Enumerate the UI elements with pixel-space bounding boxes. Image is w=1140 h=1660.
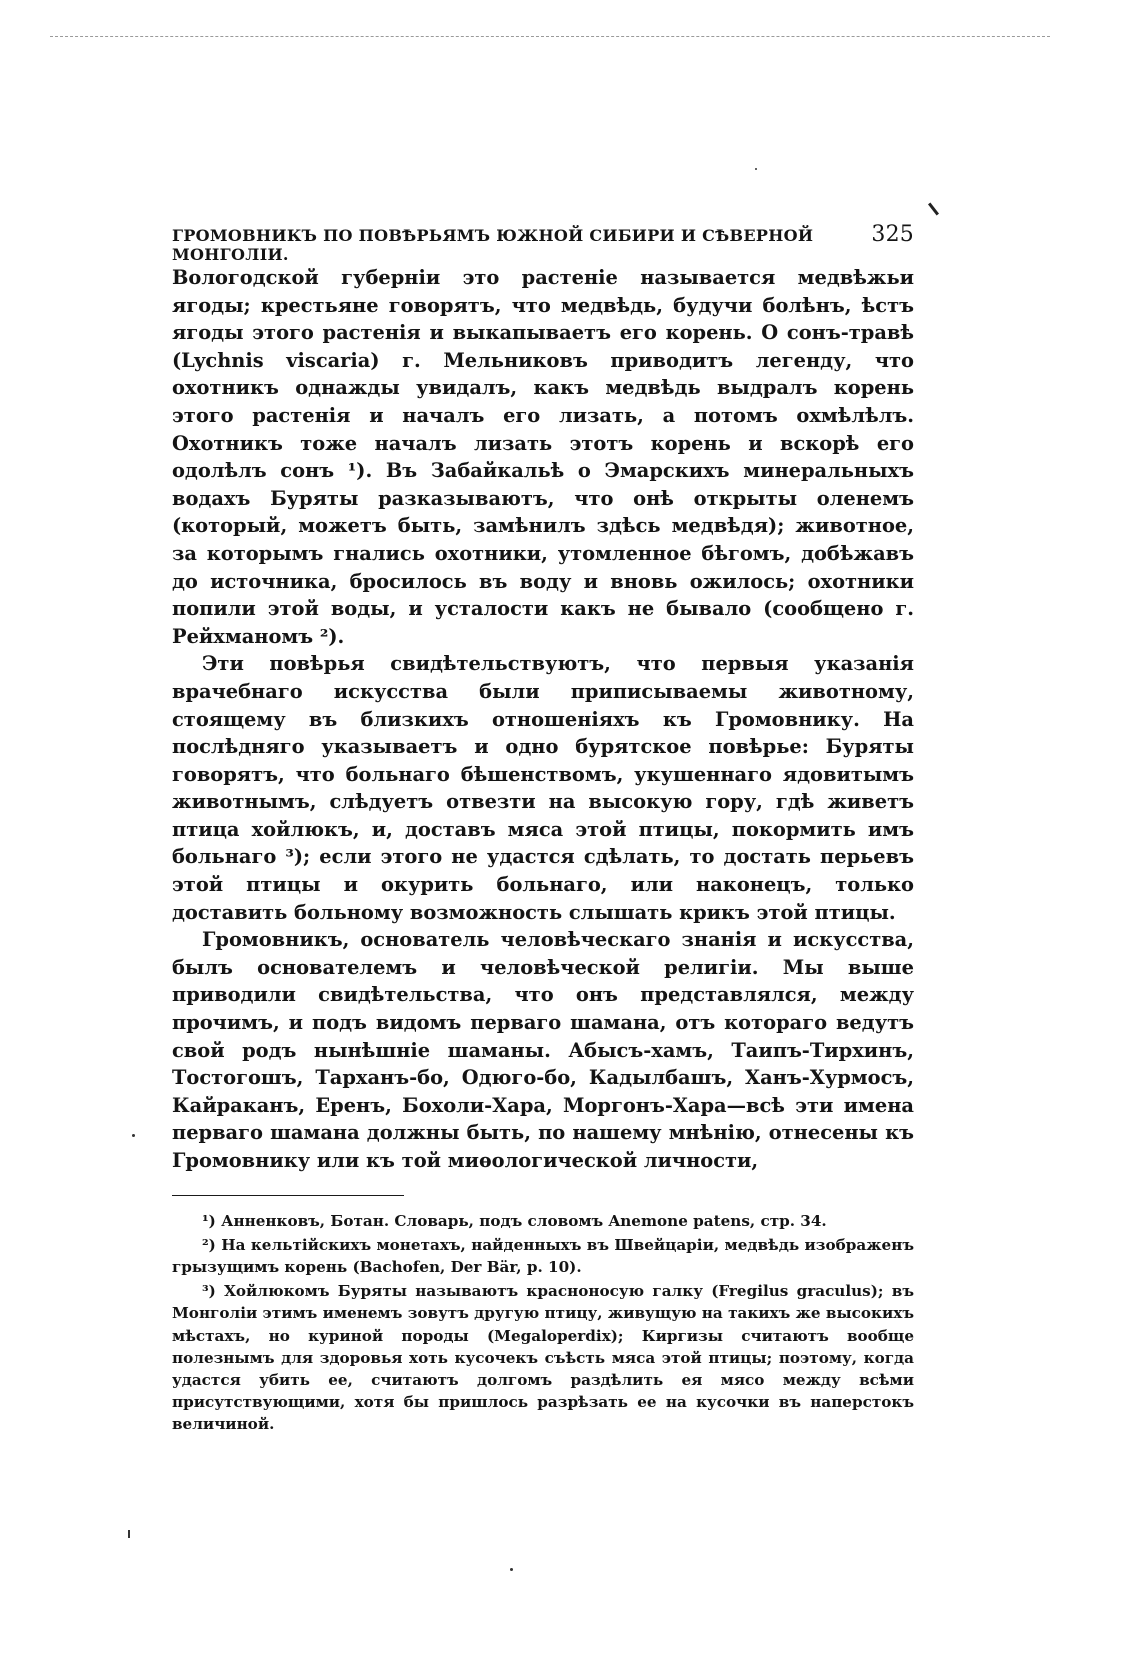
running-head [172, 222, 914, 264]
scan-speck [510, 1568, 513, 1571]
footnotes [172, 1210, 914, 1436]
footnote-divider [172, 1195, 404, 1196]
scan-speck [132, 1134, 135, 1137]
footnote-2: ²) На кельтійскихъ монетахъ, найденныхъ въ Швейцаріи, медвѣдь изображенъ грызущимъ корень (Bachofen, Der Bär, p. 10). [172, 1235, 914, 1276]
footnote-3: ³) Хойлюкомъ Буряты называютъ красноносую галку (Fregilus graculus); въ Монголіи этимъ именемъ зовутъ другую птицу, живущую на такихъ же высокихъ мѣстахъ, но куриной породы (Megaloperdix); Киргизы считаютъ вообще полезнымъ для здоровья хоть кусочекъ съѣсть мяса этой птицы; поэтому, когда удастся убить ее, считаютъ долгомъ раздѣлить ея мясо между всѣми присутствующими, хотя бы пришлось разрѣзать ее на кусочки въ наперстокъ величиной. [172, 1282, 914, 1434]
paragraph-1: Вологодской губерніи это растеніе называется медвѣжьи ягоды; крестьяне говорятъ, что медвѣдь, будучи болѣнъ, ѣстъ ягоды этого растенія и выкапываетъ его корень. О сонъ-травѣ (Lychnis viscaria) г. Мельниковъ приводитъ легенду, что охотникъ однажды увидалъ, какъ медвѣдь выдралъ корень этого растенія и началъ его лизать, а потомъ охмѣлѣлъ. Охотникъ тоже началъ лизать этотъ корень и вскорѣ его одолѣлъ сонъ ¹). Въ Забайкальѣ о Эмарскихъ минеральныхъ водахъ Буряты разказываютъ, что онѣ открыты оленемъ (который, можетъ быть, замѣнилъ здѣсь медвѣдя); животное, за которымъ гнались охотники, утомленное бѣгомъ, добѣжавъ до источника, бросилось въ воду и вновь ожилось; охотники попили этой воды, и усталости какъ не бывало (сообщено г. Рейхманомъ ²). [172, 266, 914, 648]
page-number: 325 [871, 222, 914, 247]
scan-speck [128, 1530, 130, 1538]
running-head-title: ГРОМОВНИКЪ ПО ПОВѢРЬЯМЪ ЮЖНОЙ СИБИРИ И СѢВЕРНОЙ МОНГОЛІИ. [172, 226, 814, 264]
scan-edge-line [50, 36, 1050, 37]
body-text [172, 264, 914, 1175]
page-content [172, 222, 914, 1438]
paragraph-2: Эти повѣрья свидѣтельствуютъ, что первыя указанія врачебнаго искусства были приписываемы животному, стоящему въ близкихъ отношеніяхъ къ Громовнику. На послѣдняго указываетъ и одно бурятское повѣрье: Буряты говорятъ, что больнаго бѣшенствомъ, укушеннаго ядовитымъ животнымъ, слѣдуетъ отвезти на высокую гору, гдѣ живетъ птица хойлюкъ, и, доставъ мяса этой птицы, покормить имъ больнаго ³); если этого не удастся сдѣлать, то достать перьевъ этой птицы и окурить больнаго, или наконецъ, только доставить больному возможность слышать крикъ этой птицы. [172, 652, 914, 924]
scan-speck [755, 168, 757, 170]
paragraph-3: Громовникъ, основатель человѣческаго знанія и искусства, былъ основателемъ и человѣческой религіи. Мы выше приводили свидѣтельства, что онъ представлялся, между прочимъ, и подъ видомъ перваго шамана, отъ котораго ведутъ свой родъ нынѣшніе шаманы. Абысъ-хамъ, Таипъ-Тирхинъ, Тостогошъ, Тарханъ-бо, Одюго-бо, Кадылбашъ, Ханъ-Хурмосъ, Кайраканъ, Еренъ, Бохоли-Хара, Моргонъ-Хара—всѣ эти имена перваго шамана должны быть, по нашему мнѣнію, отнесены къ Громовнику или къ той миѳологической личности, [172, 928, 914, 1172]
ink-mark [928, 203, 939, 216]
footnote-1: ¹) Анненковъ, Ботан. Словарь, подъ словомъ Anemone patens, стр. 34. [202, 1211, 827, 1230]
